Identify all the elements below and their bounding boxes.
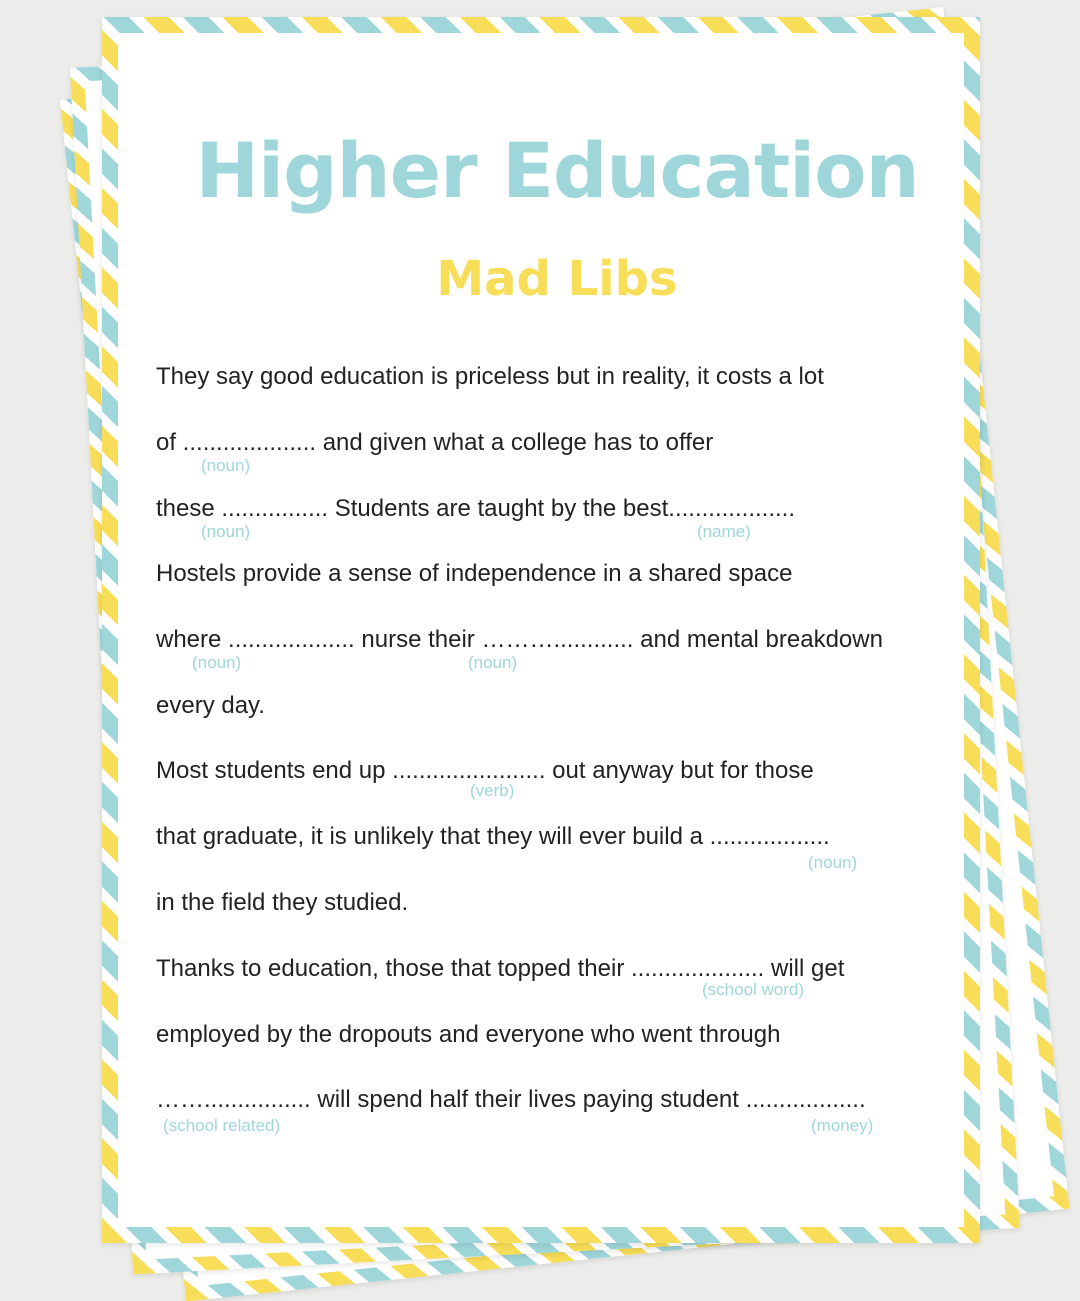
blank-hint: (noun) [192, 653, 242, 672]
story-line-9: in the field they studied. [156, 889, 409, 916]
story-line-4: Hostels provide a sense of independence in a shared space [156, 560, 793, 587]
story-line-5: where ................... nurse their ………............ and mental breakdown [156, 626, 883, 653]
blank-hint: (name) [697, 522, 751, 541]
blank-hint: (money) [811, 1116, 874, 1135]
blank-hint: (school related) [163, 1116, 281, 1135]
story-line-7: Most students end up ....................... out anyway but for those [156, 757, 814, 784]
story-line-11: employed by the dropouts and everyone who went through [156, 1021, 781, 1048]
blank-hint: (noun) [808, 853, 858, 872]
story-line-10: Thanks to education, those that topped their .................... will get [156, 955, 845, 982]
page-title: Higher Education [195, 126, 919, 215]
story-line-8: that graduate, it is unlikely that they will ever build a .................. [156, 823, 830, 850]
story-line-12: ……................ will spend half their lives paying student .................. [156, 1086, 866, 1113]
blank-hint: (noun) [201, 456, 251, 475]
blank-hint: (noun) [468, 653, 518, 672]
page-subtitle: Mad Libs [436, 251, 678, 307]
blank-hint: (school word) [702, 980, 805, 999]
story-line-6: every day. [156, 692, 265, 719]
story-line-1: They say good education is priceless but in reality, it costs a lot [156, 363, 824, 390]
blank-hint: (noun) [201, 522, 251, 541]
story-line-3: these ................ Students are taught by the best................... [156, 495, 795, 522]
blank-hint: (verb) [470, 781, 515, 800]
story-line-2: of .................... and given what a college has to offer [156, 429, 714, 456]
